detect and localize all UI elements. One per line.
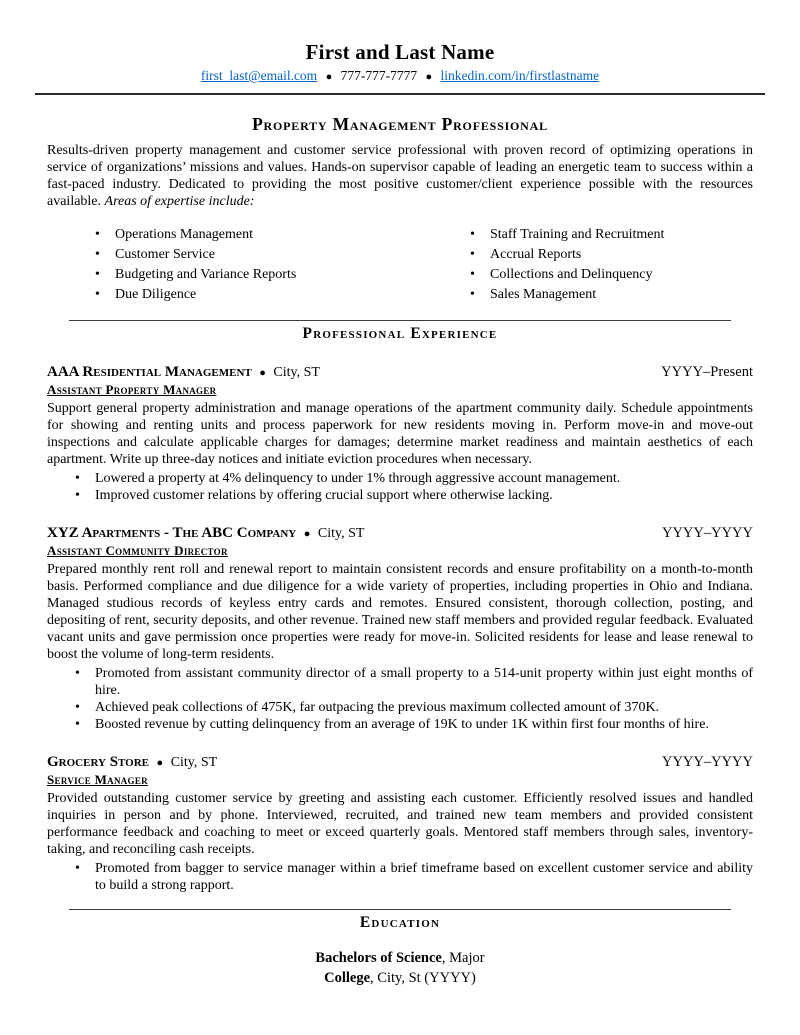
contact-line: [47, 68, 753, 84]
job-bullet-list: [47, 470, 753, 504]
expertise-column-left: [47, 225, 400, 305]
job-description: Prepared monthly rent roll and renewal report to maintain consistent records and ensure profitability on a month-to-month basis. Performed compliance and due diligence for a wide variety of properties, including properties in Ohio and Indiana. Managed studious records of keyless entry cards and remotes. Ensured consistent, thorough collection, posting, and depositing of rent, security deposits, and other revenue. Trained new staff members and provided regular feedback. Evaluated vacant units and gave permission once properties were ready for move-in. Solicited residents for lease and lease renewal to boost the volume of long-term residents.: [47, 562, 753, 662]
phone-number: 777-777-7777: [340, 68, 418, 83]
job-bullet: • Lowered a property at 4% delinquency to under 1% through aggressive account management.: [47, 470, 753, 487]
job-title: Service Manager: [47, 772, 148, 788]
job-bullet-list: [47, 665, 753, 733]
job-entry: [47, 364, 753, 504]
expertise-item: • Sales Management: [422, 285, 753, 305]
education-block: [47, 949, 753, 988]
separator-dot: ●: [156, 757, 164, 770]
email-link[interactable]: first_last@email.com: [200, 68, 318, 83]
job-entry: [47, 754, 753, 894]
job-bullet: • Boosted revenue by cutting delinquency from an average of 19K to under 1K within first four months of hire.: [47, 716, 753, 733]
school-detail: , City, St (YYYY): [370, 969, 476, 986]
job-location: City, ST: [317, 526, 365, 542]
expertise-item: • Budgeting and Variance Reports: [47, 265, 400, 285]
section-divider: [69, 320, 731, 321]
summary-text: Results-driven property management and customer service professional with proven record of optimizing operations in service of organizations’ missions and values. Hands-on supervisor capable of leading an energetic team to success within a fast-paced industry. Dedicated to providing the most positive customer/client experience possible with the resources available.: [47, 143, 753, 210]
company-line: [47, 754, 217, 771]
expertise-item: • Operations Management: [47, 225, 400, 245]
company-name: AAA Residential Management: [47, 364, 252, 381]
expertise-item: • Staff Training and Recruitment: [422, 225, 753, 245]
degree-detail: , Major: [441, 950, 485, 967]
resume-headline: Property Management Professional: [252, 114, 548, 134]
linkedin-link[interactable]: linkedin.com/in/firstlastname: [440, 68, 600, 83]
company-line: [47, 364, 320, 381]
job-title: Assistant Community Director: [47, 543, 228, 559]
job-header: [47, 364, 753, 381]
job-bullet-list: [47, 860, 753, 894]
expertise-item: • Accrual Reports: [422, 245, 753, 265]
job-location: City, ST: [273, 365, 320, 381]
degree-name: Bachelors of Science: [315, 950, 442, 967]
job-description: Support general property administration and manage operations of the apartment community daily. Schedule appointments for showing and renting units and process paperwork for new residents moving in. Perform move-in and move-out inspections and calculate applicable charges for damages; determine market readiness and maintain aesthetics of each apartment. Write up three-day notices and initiate eviction procedures when necessary.: [47, 401, 753, 468]
job-entry: [47, 525, 753, 733]
job-bullet: • Promoted from bagger to service manager within a brief timeframe based on excellent customer service and ability to build a strong rapport.: [47, 860, 753, 894]
company-name: XYZ Apartments - The ABC Company: [47, 525, 297, 542]
job-header: [47, 525, 753, 542]
separator-dot: ●: [325, 71, 333, 83]
expertise-item: • Due Diligence: [47, 285, 400, 305]
summary-lead-in: Areas of expertise include:: [104, 194, 255, 210]
company-line: [47, 525, 364, 542]
separator-dot: ●: [303, 528, 311, 541]
job-dates: YYYY–Present: [661, 364, 753, 381]
expertise-column-right: [400, 225, 753, 305]
expertise-list: [47, 225, 753, 305]
job-description: Provided outstanding customer service by greeting and assisting each customer. Efficiently resolved issues and handled inquiries in person and by phone. Interviewed, recruited, and trained new team members and provided consistent performance feedback and coaching to meet or exceed quarterly goals. Mentored staff members through sales, inventory-taking, and reconciling cash receipts.: [47, 791, 753, 858]
education-degree-line: [47, 949, 753, 969]
education-heading: Education: [359, 914, 441, 932]
experience-heading: Professional Experience: [302, 325, 498, 343]
job-dates: YYYY–YYYY: [661, 525, 753, 542]
job-header: [47, 754, 753, 771]
separator-dot: ●: [425, 71, 433, 83]
job-bullet: • Achieved peak collections of 475K, far outpacing the previous maximum collected amount of 370K.: [47, 699, 753, 716]
section-divider: [69, 909, 731, 910]
company-name: Grocery Store: [47, 754, 150, 771]
expertise-item: • Collections and Delinquency: [422, 265, 753, 285]
person-name: First and Last Name: [305, 40, 495, 64]
separator-dot: ●: [259, 367, 266, 380]
education-school-line: [47, 969, 753, 989]
job-bullet: • Improved customer relations by offering crucial support where otherwise lacking.: [47, 487, 753, 504]
resume-header: [35, 40, 765, 95]
job-dates: YYYY–YYYY: [661, 754, 753, 771]
job-bullet: • Promoted from assistant community director of a small property to a 514-unit property within just eight months of hire.: [47, 665, 753, 699]
school-name: College: [324, 969, 371, 986]
expertise-item: • Customer Service: [47, 245, 400, 265]
job-title: Assistant Property Manager: [47, 382, 217, 398]
job-location: City, ST: [170, 755, 218, 771]
summary-paragraph: [47, 142, 753, 210]
